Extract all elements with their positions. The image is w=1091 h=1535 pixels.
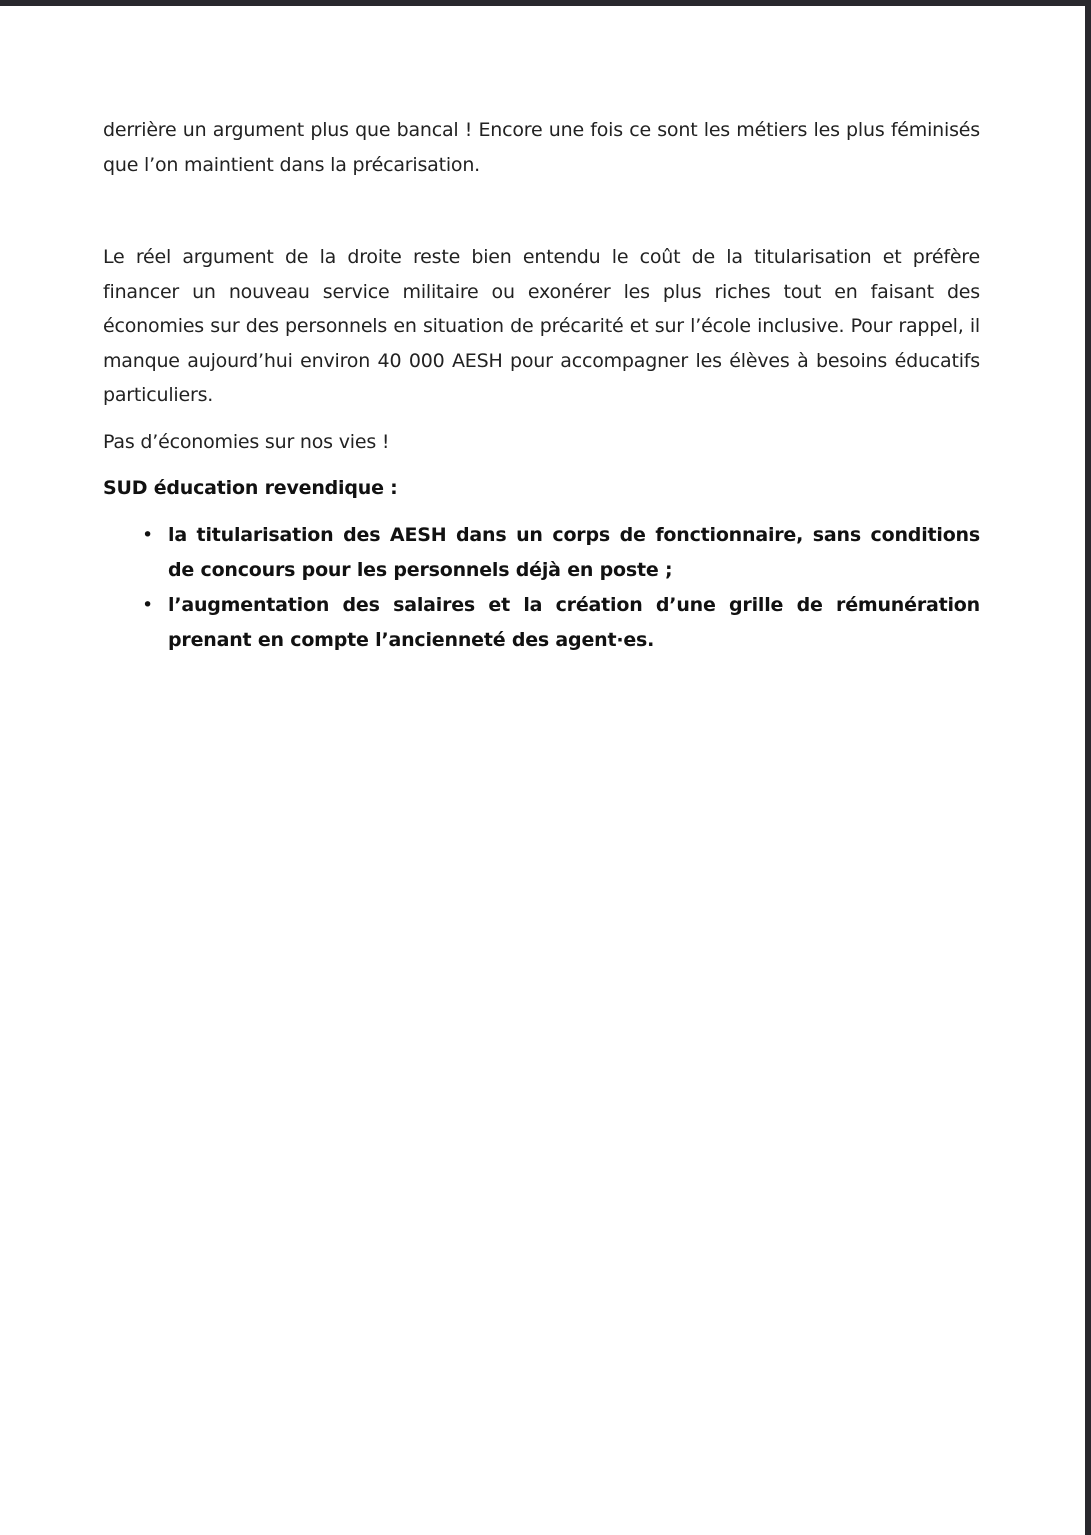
demands-list bbox=[103, 518, 980, 658]
bullet-icon: • bbox=[142, 593, 154, 616]
document-page bbox=[0, 6, 1085, 1535]
paragraph-argument-droite: Le réel argument de la droite reste bien entendu le coût de la titularisation et préfère financer un nouveau service militaire ou exonérer les plus riches tout en faisant des économies sur des personnels en situation de précarité et sur l’école inclusive. Pour rappel, il manque aujourd’hui environ 40 000 AESH pour accompagner les élèves à besoins éducatifs particuliers. bbox=[103, 246, 980, 406]
demand-item bbox=[142, 518, 980, 588]
bullet-icon: • bbox=[142, 523, 154, 546]
paragraph-precarisation: derrière un argument plus que bancal ! Encore une fois ce sont les métiers les plus féminisés que l’on maintient dans la précarisation. bbox=[103, 119, 980, 176]
paragraph-slogan: Pas d’économies sur nos vies ! bbox=[103, 430, 390, 453]
demand-text: la titularisation des AESH dans un corps de fonctionnaire, sans conditions de concours pour les personnels déjà en poste ; bbox=[168, 523, 980, 581]
page-content bbox=[103, 113, 980, 658]
demand-text: l’augmentation des salaires et la création d’une grille de rémunération prenant en compte l’ancienneté des agent·es. bbox=[168, 593, 980, 651]
demands-heading: SUD éducation revendique : bbox=[103, 477, 398, 499]
scrollbar[interactable] bbox=[1085, 0, 1091, 1535]
demand-item bbox=[142, 588, 980, 658]
